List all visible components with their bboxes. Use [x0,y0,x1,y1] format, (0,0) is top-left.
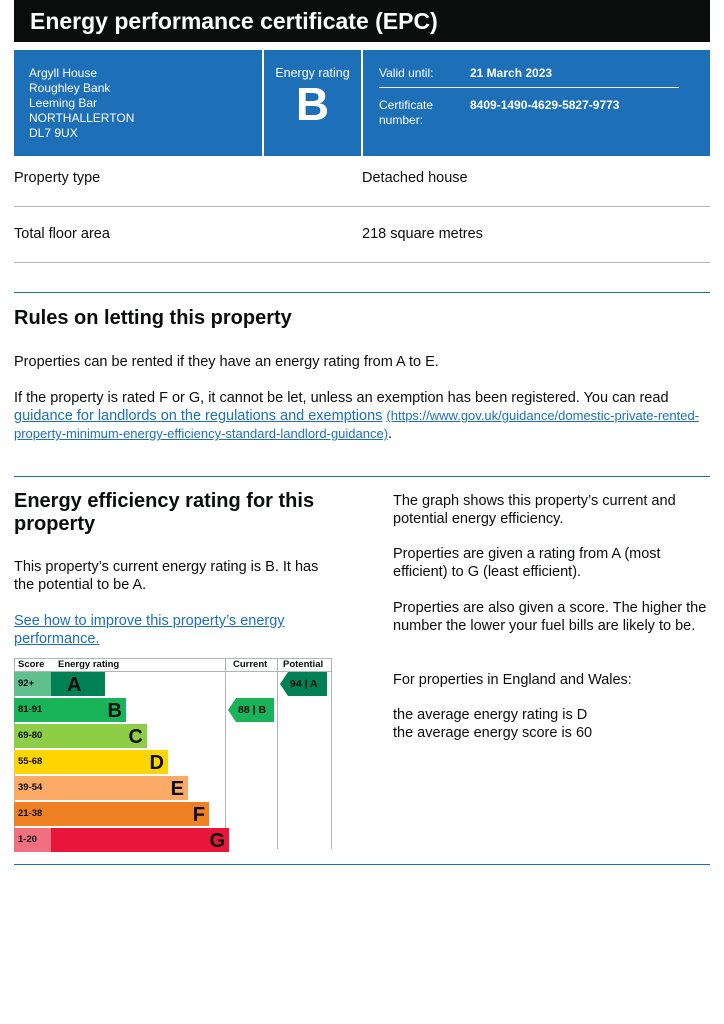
letting-para-1: Properties can be rented if they have an energy rating from A to E. [14,354,439,370]
chart-border [277,658,278,849]
potential-rating-arrow [280,672,327,696]
landlord-guidance-link[interactable]: guidance for landlords on the regulations and exemptions [14,408,383,424]
property-type-label: Property type [14,170,101,186]
score-text: Properties are also given a score. The higher the number the lower your fuel bills are likely to be. [393,600,707,634]
floor-area-value: 218 square metres [362,226,483,242]
band-bar [51,776,188,800]
potential-rating-arrow-label: 94 | A [290,678,318,690]
band-bar [51,724,147,748]
rating-band-b [14,698,126,722]
divider [14,262,710,263]
address-postcode: DL7 9UX [29,126,78,140]
period: . [388,426,393,442]
band-score-range: 69-80 [14,724,51,748]
chart-border [225,658,226,849]
band-letter: A [67,674,82,696]
landlord-guidance-url[interactable]: (https://www.gov.uk/guidance/domestic-private-rented-property-minimum-energy-efficiency-standard-landlord-guidance) [14,408,700,441]
band-bar [51,802,209,826]
england-text: For properties in England and Wales: [393,672,632,688]
address-line: Argyll House [29,66,98,80]
page-title: Energy performance certificate (EPC) [14,0,710,42]
valid-until-label: Valid until: [379,66,434,80]
rating-band-g [14,828,229,852]
floor-area-label: Total floor area [14,226,110,242]
certificate-number: 8409-1490-4629-5827-9773 [470,98,620,112]
band-letter: E [170,778,184,800]
certificate-number-label: number: [379,113,424,127]
band-bar [51,828,229,852]
graph-text: The graph shows this property’s current and potential energy efficiency. [393,493,676,527]
address-line: Roughley Bank [29,81,111,95]
improve-link[interactable] [14,612,334,648]
certificate-number-label: Certificate [379,98,434,112]
efficiency-heading: Energy efficiency rating for this property [14,490,315,535]
rating-band-d [14,750,168,774]
band-bar [51,672,105,696]
energy-rating-panel [264,50,361,156]
rating-band-f [14,802,209,826]
band-score-range: 55-68 [14,750,51,774]
chart-header-current: Current [233,659,268,670]
ratings-text: Properties are given a rating from A (most efficient) to G (least efficient). [393,546,661,580]
band-score-range: 1-20 [14,828,51,852]
chart-border [14,658,332,659]
energy-rating-chart [14,658,332,852]
current-rating-text: This property’s current energy rating is B. It has the potential to be A. [14,559,319,593]
improve-link-text[interactable]: See how to improve this property’s energy performance. [14,613,285,647]
rating-band-e [14,776,188,800]
letting-heading: Rules on letting this property [14,307,292,329]
band-letter: B [107,700,122,722]
certificate-panel [363,50,710,156]
energy-rating-label: Energy rating [275,66,350,80]
section-divider [14,292,710,293]
band-score-range: 39-54 [14,776,51,800]
section-divider [14,864,710,865]
chart-border [331,658,332,849]
current-rating-arrow [228,698,274,722]
letting-para-2 [14,389,710,443]
chart-header-potential: Potential [283,659,324,670]
chart-header-energy-rating: Energy rating [58,659,120,670]
address-panel [14,50,262,156]
average-score-text: the average energy score is 60 [393,725,593,741]
band-letter: G [209,830,225,852]
band-letter: D [149,752,164,774]
letting-para-2-text: If the property is rated F or G, it cannot be let, unless an exemption has been registered. You can read [14,390,669,406]
address-line: Leeming Bar [29,96,98,110]
rating-band-c [14,724,147,748]
divider [14,206,710,207]
band-score-range: 92+ [14,672,51,696]
energy-rating-value: B [295,78,330,130]
valid-until-value: 21 March 2023 [470,66,553,80]
band-bar [51,750,168,774]
band-score-range: 21-38 [14,802,51,826]
average-rating-text: the average energy rating is D [393,707,588,723]
property-type-value: Detached house [362,170,468,186]
band-score-range: 81-91 [14,698,51,722]
address-line: NORTHALLERTON [29,111,135,125]
certificate-divider [379,87,679,88]
section-divider [14,476,710,477]
current-rating-arrow-label: 88 | B [238,704,267,716]
rating-band-a [14,672,105,696]
band-letter: C [128,726,143,748]
chart-header-score: Score [18,659,45,670]
band-bar [51,698,126,722]
band-letter: F [192,804,205,826]
